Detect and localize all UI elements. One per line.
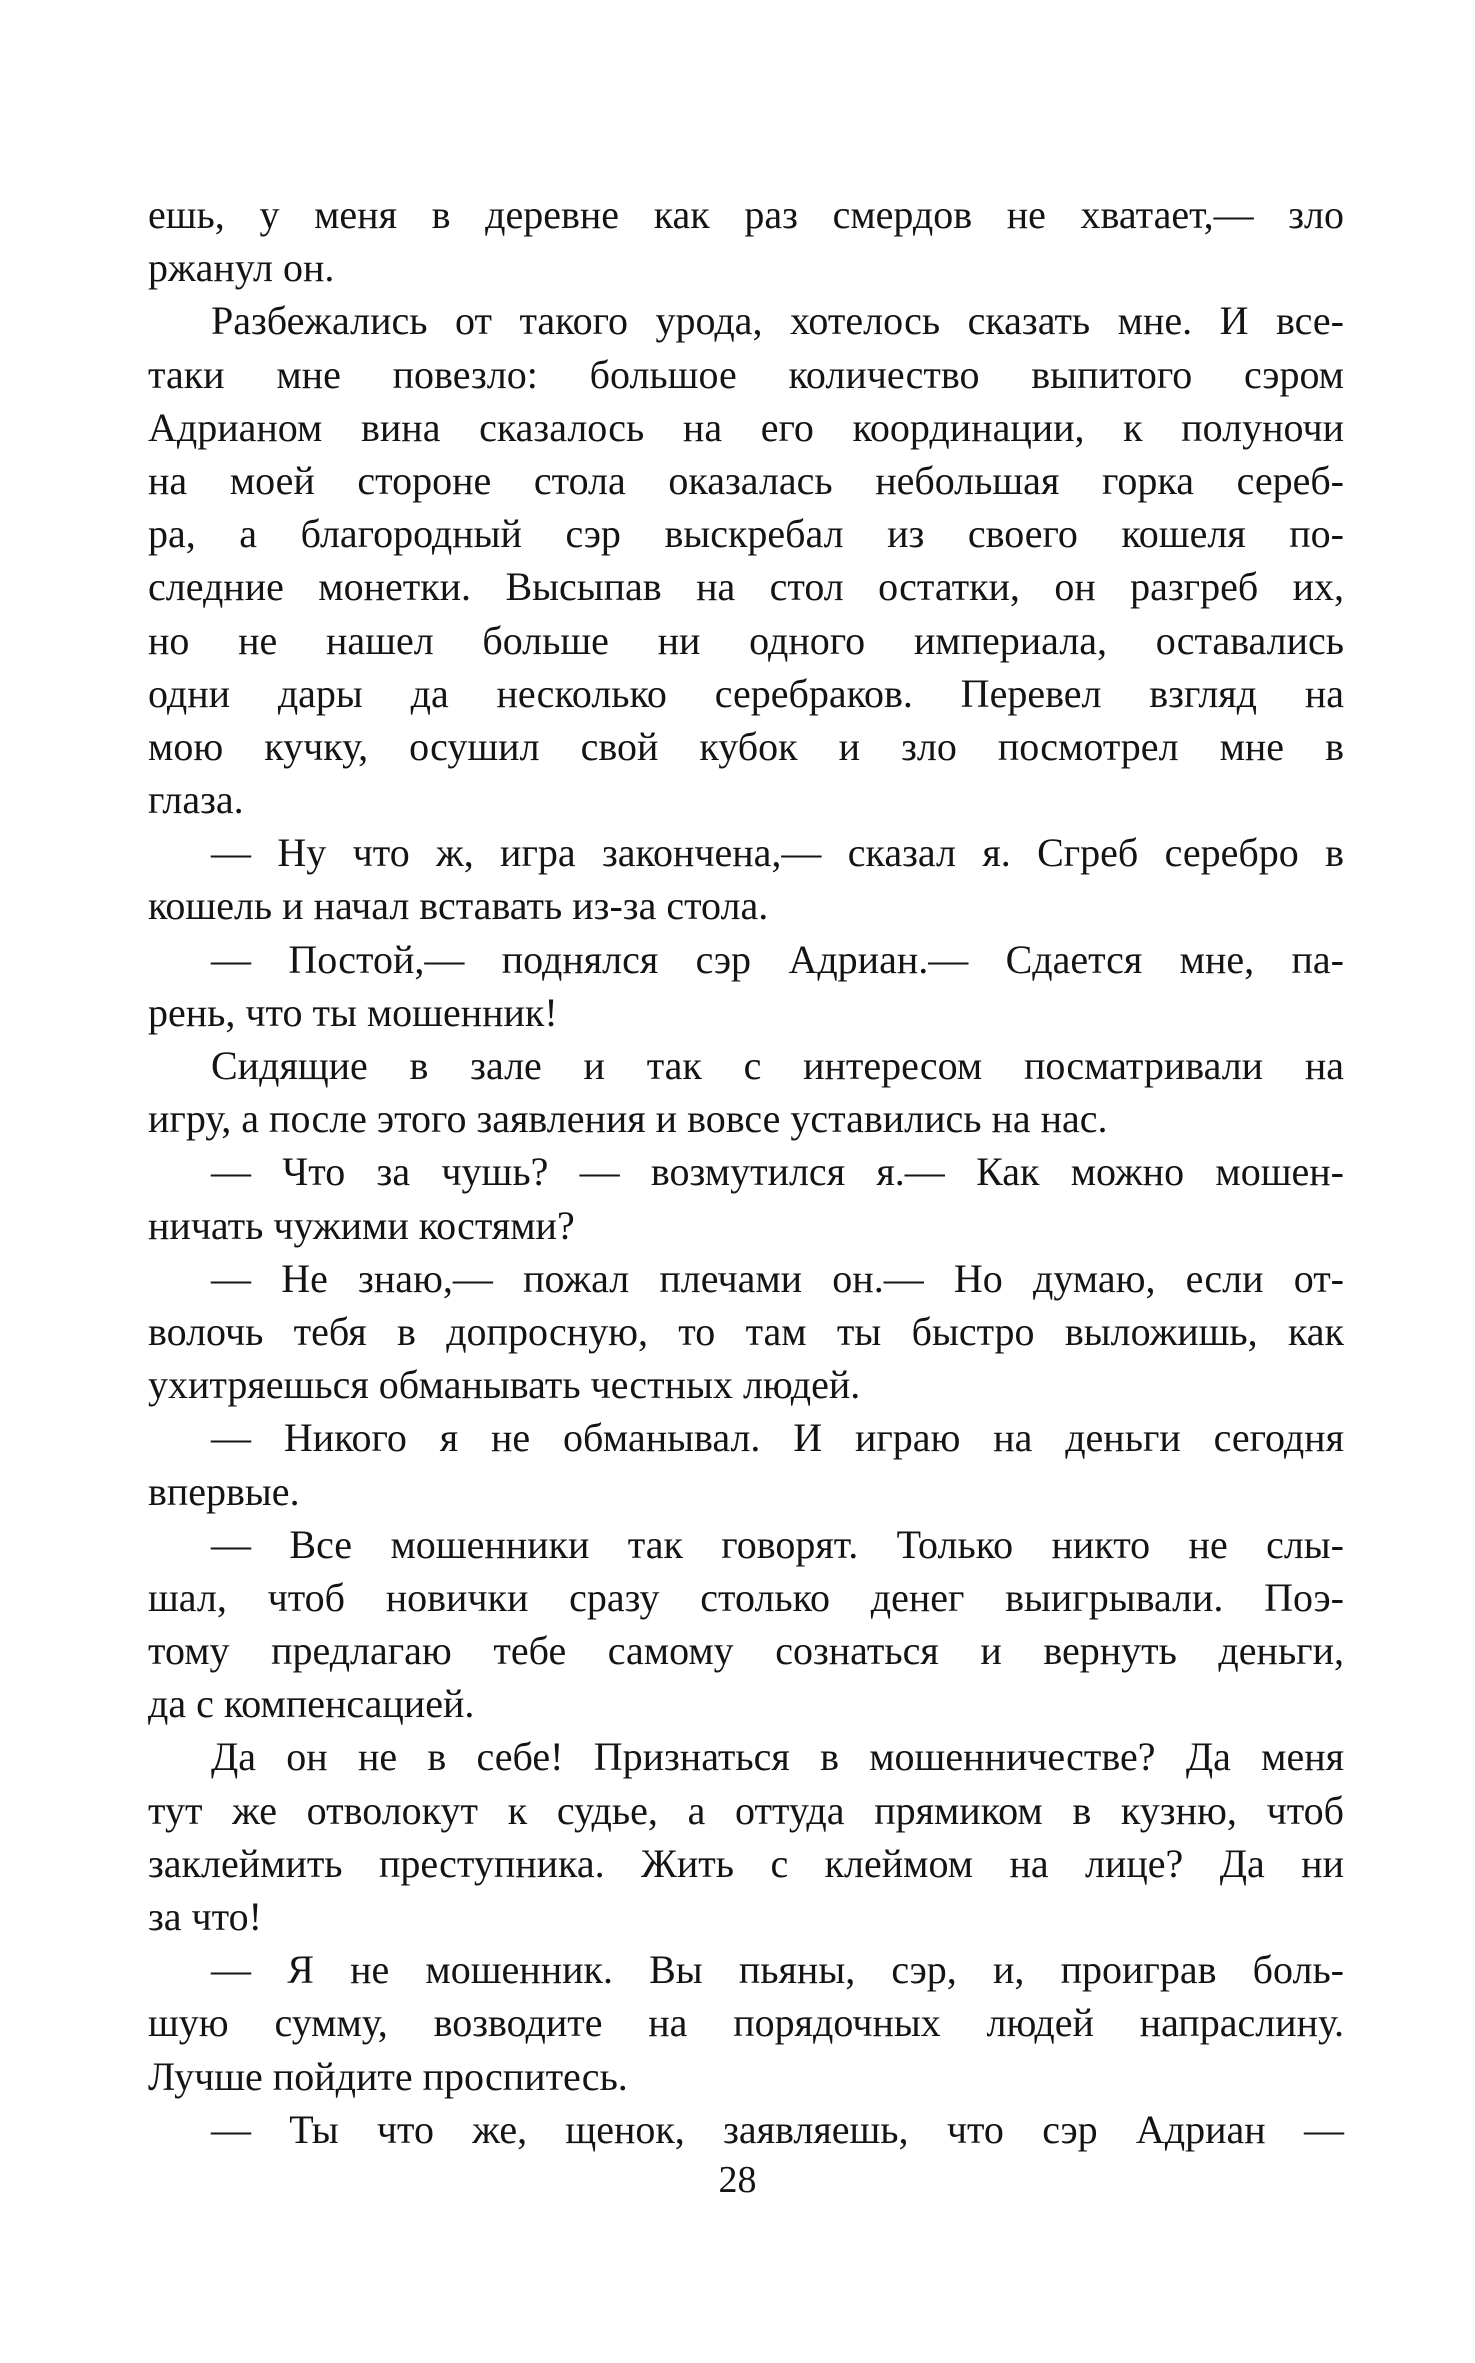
text-line: одни дары да несколько серебраков. Перевел взгляд на xyxy=(148,670,1344,716)
page-number: 28 xyxy=(718,2159,757,2201)
text-line: рень, что ты мошенник! xyxy=(148,989,558,1035)
text-line: ржанул он. xyxy=(148,245,335,291)
text-line: заклеймить преступника. Жить с клеймом на лице? Да ни xyxy=(148,1840,1344,1886)
text-line: волочь тебя в допросную, то там ты быстро выложишь, как xyxy=(148,1308,1344,1354)
text-line: ешь, у меня в деревне как раз смердов не хватает,— зло xyxy=(148,192,1344,237)
text-line: кошель и начал вставать из-за стола. xyxy=(148,883,769,929)
text-line: Адрианом вина сказалось на его координации, к полуночи xyxy=(148,404,1344,450)
text-line: Сидящие в зале и так с интересом посматривали на xyxy=(211,1043,1344,1088)
text-line: да с компенсацией. xyxy=(148,1681,475,1727)
text-line: следние монетки. Высыпав на стол остатки, он разгреб их, xyxy=(148,564,1344,610)
text-line: таки мне повезло: большое количество выпитого сэром xyxy=(148,351,1344,397)
text-line: тому предлагаю тебе самому сознаться и вернуть деньги, xyxy=(148,1628,1344,1674)
text-line: — Никого я не обманывал. И играю на деньги сегодня xyxy=(211,1415,1344,1461)
page-body xyxy=(148,188,1344,2156)
text-line: ничать чужими костями? xyxy=(148,1202,575,1248)
text-line: — Ну что ж, игра закончена,— сказал я. Сгреб серебро в xyxy=(211,830,1344,876)
text-line: — Что за чушь? — возмутился я.— Как можно мошен- xyxy=(211,1149,1344,1195)
text-line: — Ты что же, щенок, заявляешь, что сэр Адриан — xyxy=(211,2106,1344,2152)
text-line: — Не знаю,— пожал плечами он.— Но думаю, если от- xyxy=(211,1255,1344,1301)
text-line: но не нашел больше ни одного империала, оставались xyxy=(148,617,1344,663)
text-line: за что! xyxy=(148,1894,262,1939)
text-line: шал, чтоб новички сразу столько денег выигрывали. Поэ- xyxy=(148,1574,1344,1620)
text-line: игру, а после этого заявления и вовсе уставились на нас. xyxy=(148,1096,1108,1142)
text-line: глаза. xyxy=(148,777,244,823)
text-line: Разбежались от такого урода, хотелось сказать мне. И все- xyxy=(211,298,1344,344)
text-line: — Все мошенники так говорят. Только никто не слы- xyxy=(211,1521,1344,1567)
text-line: мою кучку, осушил свой кубок и зло посмотрел мне в xyxy=(148,723,1344,769)
text-line: ра, а благородный сэр выскребал из своего кошеля по- xyxy=(148,511,1344,557)
text-line: Да он не в себе! Признаться в мошенничестве? Да меня xyxy=(211,1734,1344,1780)
text-line: на моей стороне стола оказалась небольшая горка сереб- xyxy=(148,457,1344,503)
text-line: впервые. xyxy=(148,1468,300,1514)
text-line: — Постой,— поднялся сэр Адриан.— Сдается мне, па- xyxy=(211,936,1344,982)
text-line: тут же отволокут к судье, а оттуда прямиком в кузню, чтоб xyxy=(148,1787,1344,1833)
text-line: — Я не мошенник. Вы пьяны, сэр, и, проиграв боль- xyxy=(211,1947,1344,1993)
text-line: Лучше пойдите проспитесь. xyxy=(148,2053,628,2099)
text-line: ухитряешься обманывать честных людей. xyxy=(148,1362,861,1408)
text-line: шую сумму, возводите на порядочных людей напраслину. xyxy=(148,2000,1344,2046)
